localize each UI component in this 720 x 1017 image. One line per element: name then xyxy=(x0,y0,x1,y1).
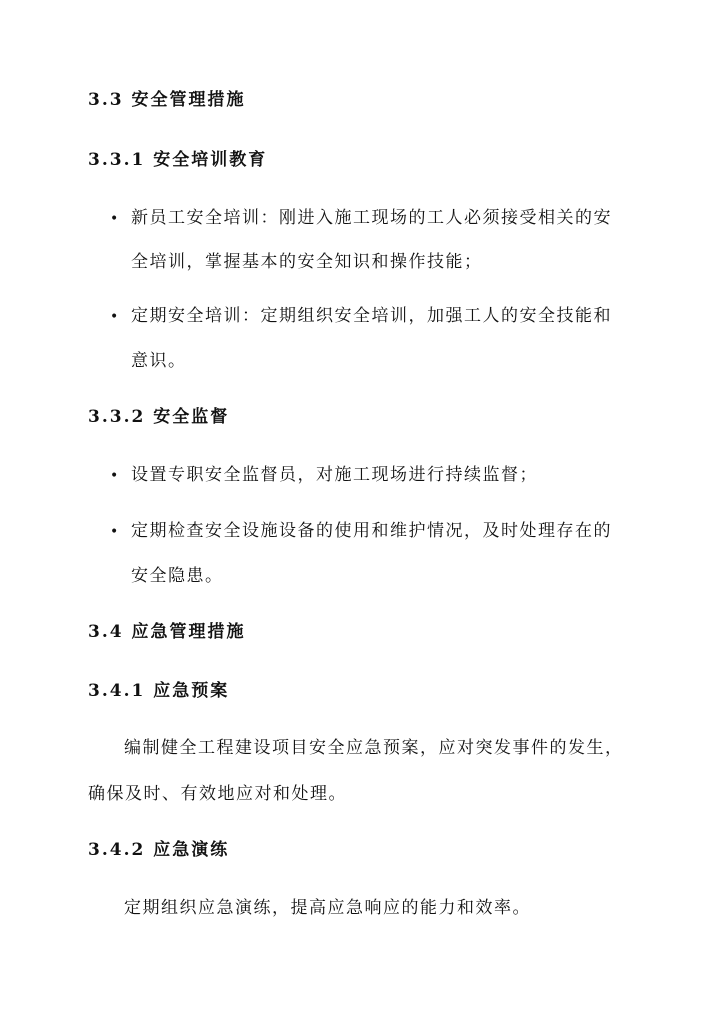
bullet-text: 定期安全培训：定期组织安全培训，加强工人的安全技能和 xyxy=(131,306,612,326)
bullet-text-continuation: 全培训，掌握基本的安全知识和操作技能； xyxy=(131,252,483,272)
bullet-marker: • xyxy=(110,211,119,227)
bullet-marker: • xyxy=(110,309,119,325)
bullet-marker: • xyxy=(110,468,119,484)
section-heading-3-3-1: 3.3.1 安全培训教育 xyxy=(88,150,268,170)
section-heading-3-3-2: 3.3.2 安全监督 xyxy=(88,407,230,427)
bullet-marker: • xyxy=(110,524,119,540)
paragraph-line: 编制健全工程建设项目安全应急预案，应对突发事件的发生， xyxy=(124,738,624,758)
section-heading-3-3: 3.3 安全管理措施 xyxy=(88,90,246,110)
section-heading-3-4: 3.4 应急管理措施 xyxy=(88,622,246,642)
bullet-text-continuation: 意识。 xyxy=(131,351,187,371)
section-heading-3-4-2: 3.4.2 应急演练 xyxy=(88,840,230,860)
bullet-text: 设置专职安全监督员，对施工现场进行持续监督； xyxy=(131,465,538,485)
paragraph-line: 定期组织应急演练，提高应急响应的能力和效率。 xyxy=(124,898,531,918)
bullet-text: 新员工安全培训：刚进入施工现场的工人必须接受相关的安 xyxy=(131,208,612,228)
bullet-text: 定期检查安全设施设备的使用和维护情况，及时处理存在的 xyxy=(131,521,612,541)
paragraph-line: 确保及时、有效地应对和处理。 xyxy=(88,784,347,804)
bullet-text-continuation: 安全隐患。 xyxy=(131,566,224,586)
section-heading-3-4-1: 3.4.1 应急预案 xyxy=(88,681,230,701)
